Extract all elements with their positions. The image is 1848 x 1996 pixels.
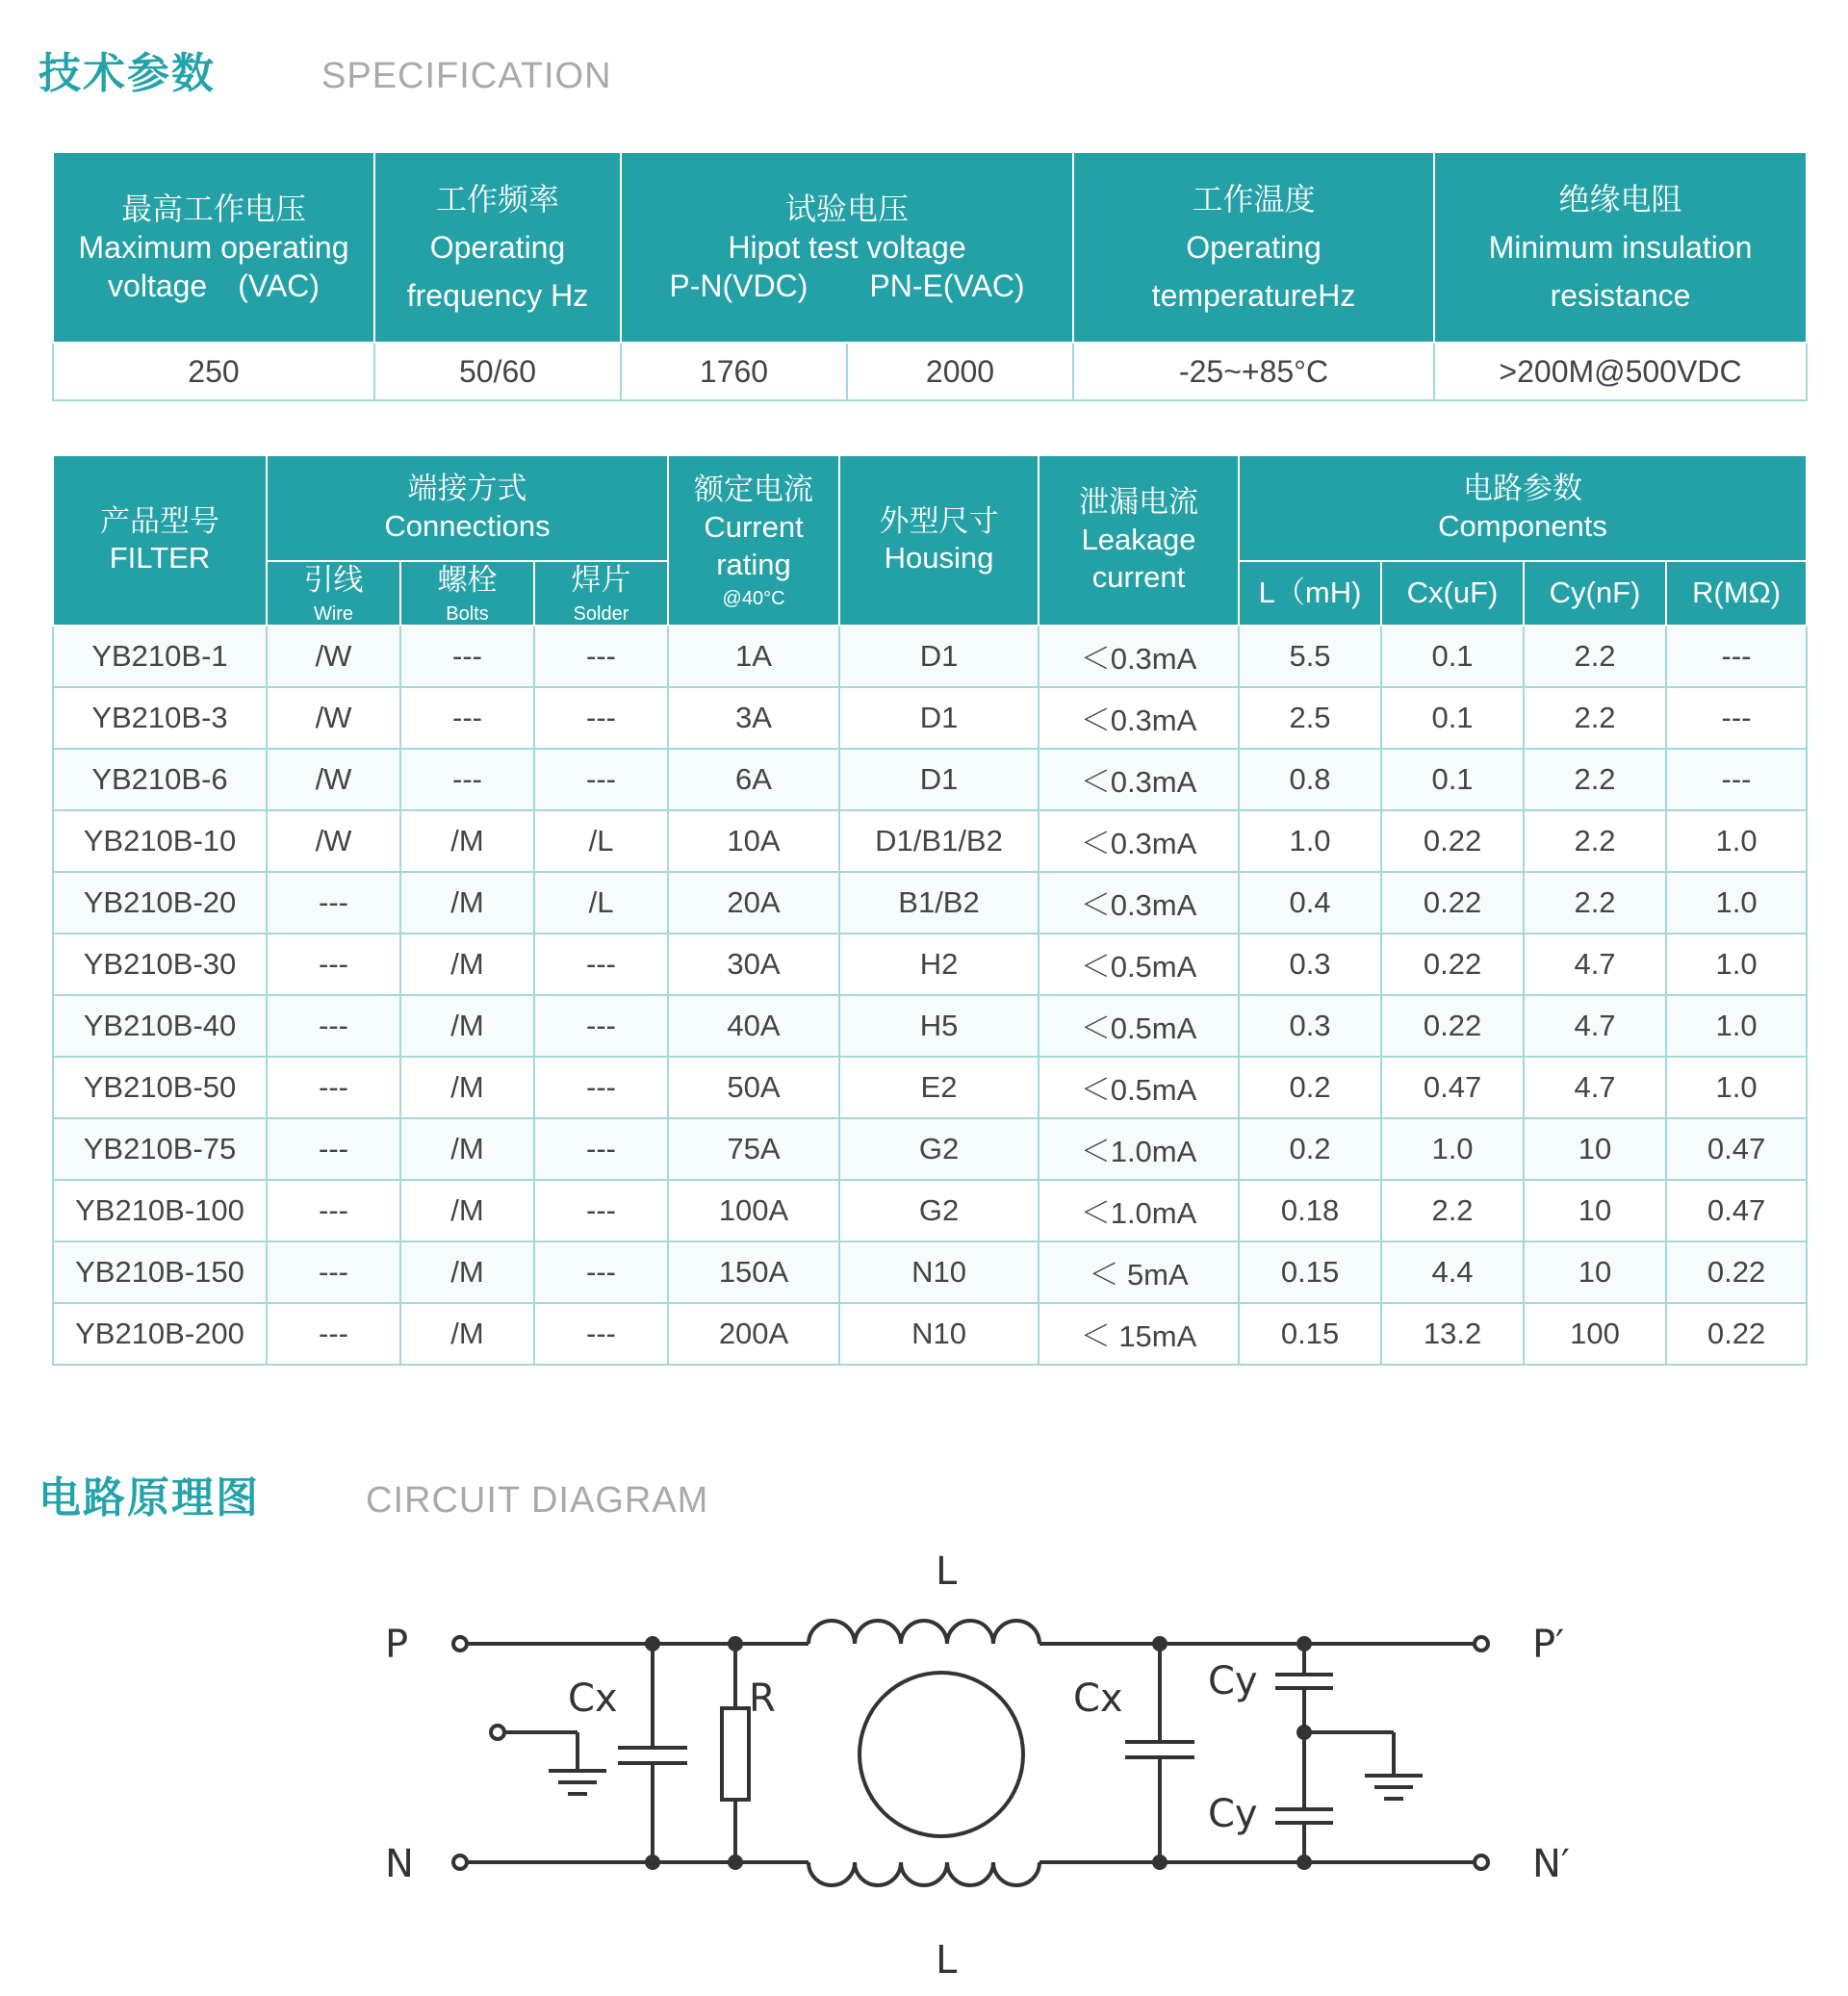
- table-cell: /M: [400, 1057, 534, 1118]
- table-cell: 100: [1524, 1303, 1666, 1365]
- label-l-top: L: [936, 1549, 958, 1594]
- table-cell: 1.0: [1239, 810, 1381, 872]
- header-cn: 螺栓: [437, 563, 498, 597]
- header-l: L（mH): [1239, 561, 1381, 626]
- table-cell: /W: [267, 687, 400, 749]
- table-cell: 0.3: [1239, 995, 1381, 1057]
- table-cell: 6A: [668, 749, 839, 810]
- table-cell: /M: [400, 1180, 534, 1241]
- table-cell: YB210B-10: [53, 810, 267, 872]
- header-cn: 外型尺寸: [879, 503, 999, 538]
- table-cell: /M: [400, 1303, 534, 1365]
- header-en: Operating: [1186, 230, 1322, 265]
- table-cell: 1.0: [1666, 872, 1807, 934]
- table-cell: ＜0.3mA: [1039, 810, 1239, 872]
- table-cell: /M: [400, 995, 534, 1057]
- label-n-out: N′: [1532, 1842, 1571, 1886]
- header-cn: 引线: [303, 563, 364, 597]
- spec-value-voltage: 250: [53, 343, 374, 400]
- table-row: [53, 810, 1807, 872]
- table-cell: ＜0.3mA: [1039, 687, 1239, 749]
- table-row: [53, 749, 1807, 810]
- table-cell: 0.22: [1381, 934, 1524, 995]
- table-cell: 200A: [668, 1303, 839, 1365]
- header-cn: 焊片: [571, 563, 631, 597]
- header-en: Leakage: [1081, 523, 1196, 556]
- header-en: Bolts: [446, 602, 489, 625]
- table-cell: 0.1: [1381, 749, 1524, 810]
- header-en: voltage (VAC): [108, 269, 320, 303]
- table-cell: ＜0.5mA: [1039, 934, 1239, 995]
- table-cell: 1.0: [1381, 1118, 1524, 1180]
- table-cell: D1/B1/B2: [839, 810, 1039, 872]
- table-cell: YB210B-20: [53, 872, 267, 934]
- table-cell: 2.2: [1524, 626, 1666, 687]
- header-cn: 端接方式: [407, 472, 527, 506]
- spec-header-insulation: [1434, 152, 1807, 343]
- table-cell: ---: [267, 1303, 400, 1365]
- table-cell: 0.18: [1239, 1180, 1381, 1241]
- table-cell: 0.2: [1239, 1118, 1381, 1180]
- header-en: Minimum insulation: [1488, 230, 1753, 265]
- table-cell: ＜0.3mA: [1039, 626, 1239, 687]
- table-cell: YB210B-1: [53, 626, 267, 687]
- table-row: [53, 872, 1807, 934]
- header-model: [53, 455, 267, 626]
- spec-header-frequency: [374, 152, 621, 343]
- table-cell: G2: [839, 1118, 1039, 1180]
- inductor-top: [808, 1621, 1040, 1644]
- capacitor-cx-right: [1125, 1638, 1194, 1868]
- terminal-n: [453, 1855, 467, 1869]
- table-cell: ---: [1666, 626, 1807, 687]
- table-cell: 4.7: [1524, 934, 1666, 995]
- header-en: P-N(VDC) PN-E(VAC): [669, 269, 1025, 303]
- table-row: [53, 934, 1807, 995]
- table-cell: /M: [400, 934, 534, 995]
- spec-table: [52, 151, 1808, 401]
- table-cell: 1.0: [1666, 810, 1807, 872]
- header-en: Solder: [573, 602, 629, 625]
- header-en: Maximum operating: [78, 230, 349, 265]
- table-cell: ---: [267, 1118, 400, 1180]
- table-cell: 0.22: [1666, 1241, 1807, 1303]
- table-cell: D1: [839, 626, 1039, 687]
- header-en: temperatureHz: [1151, 278, 1356, 313]
- header-en: Housing: [884, 541, 994, 576]
- spec-header-hipot: [621, 152, 1073, 343]
- table-cell: 4.7: [1524, 995, 1666, 1057]
- table-cell: ---: [1666, 749, 1807, 810]
- table-cell: 30A: [668, 934, 839, 995]
- table-cell: 0.22: [1381, 810, 1524, 872]
- header-leakage-current: [1039, 455, 1239, 626]
- table-row: [53, 1057, 1807, 1118]
- table-cell: 0.22: [1666, 1303, 1807, 1365]
- table-cell: N10: [839, 1303, 1039, 1365]
- label-cy-bottom: Cy: [1208, 1792, 1258, 1836]
- ground-left: [491, 1726, 606, 1794]
- table-cell: ---: [534, 1057, 668, 1118]
- header-cn: 试验电压: [784, 192, 909, 226]
- table-cell: 2.2: [1524, 749, 1666, 810]
- table-row: [53, 995, 1807, 1057]
- table-cell: 2.2: [1524, 810, 1666, 872]
- table-cell: ---: [534, 1303, 668, 1365]
- label-p: P: [385, 1623, 409, 1667]
- table-row: [53, 687, 1807, 749]
- table-cell: YB210B-3: [53, 687, 267, 749]
- header-en: resistance: [1550, 278, 1691, 313]
- header-en: Current: [704, 510, 804, 544]
- header-note: @40°C: [722, 587, 785, 609]
- table-cell: 0.3: [1239, 934, 1381, 995]
- header-cn: 产品型号: [100, 503, 219, 538]
- table-cell: 0.4: [1239, 872, 1381, 934]
- table-cell: ---: [400, 749, 534, 810]
- table-row: [53, 1241, 1807, 1303]
- table-cell: /L: [534, 810, 668, 872]
- label-r: R: [749, 1676, 776, 1721]
- header-en: Components: [1438, 509, 1607, 543]
- table-cell: 20A: [668, 872, 839, 934]
- table-cell: 10A: [668, 810, 839, 872]
- table-cell: /W: [267, 810, 400, 872]
- table-cell: H2: [839, 934, 1039, 995]
- label-cy-top: Cy: [1208, 1659, 1258, 1703]
- table-cell: ---: [1666, 687, 1807, 749]
- table-cell: /W: [267, 626, 400, 687]
- header-current-rating: [668, 455, 839, 626]
- header-cn: 最高工作电压: [120, 192, 306, 226]
- header-components: [1239, 455, 1807, 561]
- circuit-section-title: [38, 1463, 708, 1524]
- table-cell: ＜0.3mA: [1039, 872, 1239, 934]
- table-row: [53, 1180, 1807, 1241]
- header-cn: 工作频率: [435, 182, 559, 217]
- header-en: Wire: [313, 602, 354, 625]
- table-cell: 75A: [668, 1118, 839, 1180]
- spec-header-max-voltage: [53, 152, 374, 343]
- label-n: N: [385, 1842, 414, 1886]
- header-cn: 工作温度: [1192, 182, 1316, 217]
- table-cell: N10: [839, 1241, 1039, 1303]
- table-cell: 4.7: [1524, 1057, 1666, 1118]
- filter-table: [52, 454, 1808, 1366]
- table-cell: 1.0: [1666, 995, 1807, 1057]
- table-cell: D1: [839, 749, 1039, 810]
- table-cell: 2.2: [1524, 872, 1666, 934]
- table-cell: 0.2: [1239, 1057, 1381, 1118]
- table-cell: 2.2: [1524, 687, 1666, 749]
- table-cell: YB210B-30: [53, 934, 267, 995]
- table-cell: ---: [534, 995, 668, 1057]
- ground-right: [1304, 1732, 1423, 1799]
- bottom-line: [453, 1855, 1488, 1885]
- table-cell: 4.4: [1381, 1241, 1524, 1303]
- table-cell: ＜1.0mA: [1039, 1180, 1239, 1241]
- header-en: Connections: [384, 509, 551, 543]
- label-p-out: P′: [1532, 1623, 1565, 1667]
- table-cell: 0.47: [1666, 1118, 1807, 1180]
- table-cell: ---: [400, 687, 534, 749]
- table-cell: ＜ 15mA: [1039, 1303, 1239, 1365]
- table-cell: ---: [267, 934, 400, 995]
- header-cx: Cx(uF): [1381, 561, 1524, 626]
- table-cell: 10: [1524, 1241, 1666, 1303]
- header-cn: 绝缘电阻: [1558, 182, 1682, 217]
- table-cell: G2: [839, 1180, 1039, 1241]
- table-cell: 50A: [668, 1057, 839, 1118]
- table-cell: 0.1: [1381, 626, 1524, 687]
- table-row: [53, 1303, 1807, 1365]
- table-cell: ＜0.5mA: [1039, 995, 1239, 1057]
- table-cell: 0.8: [1239, 749, 1381, 810]
- label-cx-right: Cx: [1073, 1676, 1123, 1721]
- table-cell: YB210B-75: [53, 1118, 267, 1180]
- table-cell: ＜0.5mA: [1039, 1057, 1239, 1118]
- terminal-p: [453, 1637, 467, 1651]
- table-cell: 1.0: [1666, 934, 1807, 995]
- header-connections: [267, 455, 668, 561]
- table-cell: /L: [534, 872, 668, 934]
- resistor-r: [722, 1638, 749, 1868]
- header-cn: 电路参数: [1463, 472, 1583, 506]
- table-cell: 1.0: [1666, 1057, 1807, 1118]
- table-cell: 40A: [668, 995, 839, 1057]
- table-cell: 3A: [668, 687, 839, 749]
- table-cell: 2.5: [1239, 687, 1381, 749]
- table-cell: ＜1.0mA: [1039, 1118, 1239, 1180]
- header-solder: [534, 561, 668, 626]
- label-l-bottom: L: [936, 1938, 958, 1983]
- terminal-p-out: [1475, 1637, 1488, 1651]
- header-r: R(MΩ): [1666, 561, 1807, 626]
- capacitor-cx-left: [618, 1638, 687, 1868]
- header-housing: [839, 455, 1039, 626]
- inductor-core: [860, 1673, 1023, 1836]
- table-cell: ---: [267, 1241, 400, 1303]
- table-cell: B1/B2: [839, 872, 1039, 934]
- table-cell: 2.2: [1381, 1180, 1524, 1241]
- table-cell: /M: [400, 810, 534, 872]
- table-cell: ---: [534, 626, 668, 687]
- circuit-title-en: CIRCUIT DIAGRAM: [366, 1480, 709, 1521]
- table-cell: YB210B-50: [53, 1057, 267, 1118]
- table-cell: /M: [400, 1241, 534, 1303]
- table-cell: 100A: [668, 1180, 839, 1241]
- table-row: [53, 626, 1807, 687]
- header-bolts: [400, 561, 534, 626]
- header-en: rating: [716, 547, 791, 581]
- table-cell: /W: [267, 749, 400, 810]
- table-cell: ---: [267, 1057, 400, 1118]
- spec-value-hipot-pn: 1760: [621, 343, 847, 400]
- table-cell: 1A: [668, 626, 839, 687]
- header-cn: 泄漏电流: [1079, 485, 1199, 520]
- spec-value-frequency: 50/60: [374, 343, 621, 400]
- circuit-title-cn: 电路原理图: [38, 1474, 260, 1522]
- table-cell: E2: [839, 1057, 1039, 1118]
- table-cell: YB210B-40: [53, 995, 267, 1057]
- table-cell: ---: [534, 687, 668, 749]
- table-cell: ＜ 5mA: [1039, 1241, 1239, 1303]
- table-cell: YB210B-100: [53, 1180, 267, 1241]
- table-cell: 0.47: [1381, 1057, 1524, 1118]
- table-cell: 0.22: [1381, 995, 1524, 1057]
- table-cell: ---: [534, 1241, 668, 1303]
- table-cell: ---: [534, 1180, 668, 1241]
- table-cell: 13.2: [1381, 1303, 1524, 1365]
- terminal-n-out: [1475, 1855, 1488, 1869]
- table-cell: 0.1: [1381, 687, 1524, 749]
- table-cell: 0.15: [1239, 1303, 1381, 1365]
- table-cell: /M: [400, 1118, 534, 1180]
- table-cell: H5: [839, 995, 1039, 1057]
- table-cell: D1: [839, 687, 1039, 749]
- spec-section-title: [38, 38, 612, 100]
- table-cell: YB210B-150: [53, 1241, 267, 1303]
- circuit-diagram: [366, 1540, 1598, 1983]
- label-cx-left: Cx: [568, 1676, 618, 1721]
- inductor-bottom: [808, 1862, 1040, 1885]
- header-en: FILTER: [109, 541, 211, 576]
- table-cell: ---: [267, 872, 400, 934]
- table-cell: ＜0.3mA: [1039, 749, 1239, 810]
- table-cell: 150A: [668, 1241, 839, 1303]
- header-en: Operating: [429, 230, 566, 265]
- table-cell: 10: [1524, 1118, 1666, 1180]
- spec-value-hipot-pne: 2000: [847, 343, 1073, 400]
- header-cn: 额定电流: [694, 473, 814, 507]
- table-cell: ---: [534, 934, 668, 995]
- header-en: frequency Hz: [406, 278, 589, 313]
- table-cell: YB210B-6: [53, 749, 267, 810]
- table-cell: ---: [534, 749, 668, 810]
- spec-title-en: SPECIFICATION: [321, 56, 612, 96]
- table-cell: 10: [1524, 1180, 1666, 1241]
- table-cell: ---: [534, 1118, 668, 1180]
- table-cell: 5.5: [1239, 626, 1381, 687]
- spec-value-insulation: >200M@500VDC: [1434, 343, 1807, 400]
- table-cell: YB210B-200: [53, 1303, 267, 1365]
- header-en: current: [1091, 559, 1186, 594]
- table-cell: 0.22: [1381, 872, 1524, 934]
- table-cell: ---: [267, 1180, 400, 1241]
- header-wire: [267, 561, 400, 626]
- spec-title-cn: 技术参数: [38, 50, 216, 97]
- capacitor-cy-pair: [1275, 1638, 1333, 1868]
- spec-values-row: [53, 343, 1807, 400]
- table-cell: ---: [400, 626, 534, 687]
- spec-value-temperature: -25~+85°C: [1073, 343, 1434, 400]
- header-cy: Cy(nF): [1524, 561, 1666, 626]
- table-cell: 0.15: [1239, 1241, 1381, 1303]
- top-line: [453, 1621, 1488, 1651]
- table-row: [53, 1118, 1807, 1180]
- table-cell: /M: [400, 872, 534, 934]
- table-cell: 0.47: [1666, 1180, 1807, 1241]
- spec-header-temperature: [1073, 152, 1434, 343]
- table-cell: ---: [267, 995, 400, 1057]
- header-en: Hipot test voltage: [728, 230, 966, 265]
